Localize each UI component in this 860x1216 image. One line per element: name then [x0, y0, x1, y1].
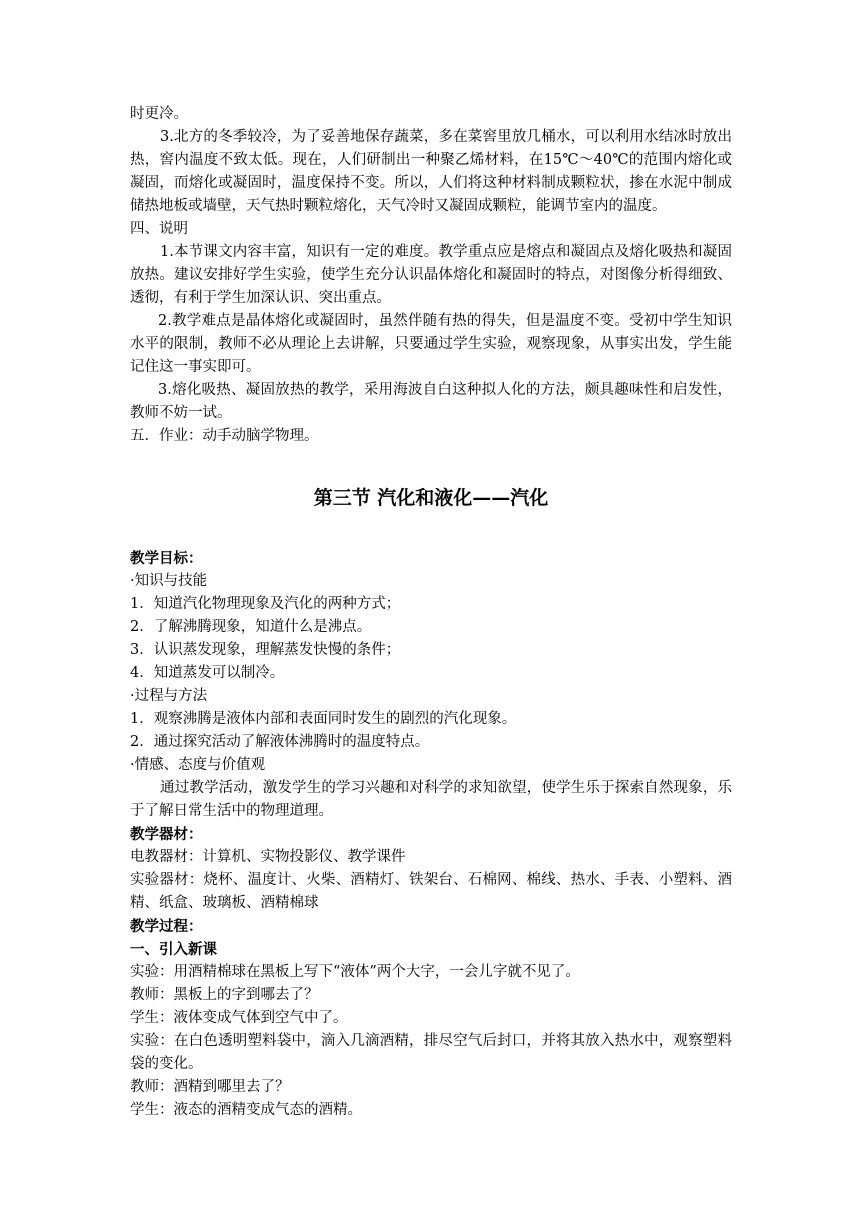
equipment-heading: 教学器材： [130, 826, 203, 843]
goal-item: 4．知道蒸发可以制冷。 [130, 665, 285, 681]
process-heading: 教学过程： [130, 918, 203, 935]
note-item-2: 2.教学难点是晶体熔化或凝固时，虽然伴随有热的得失，但是温度不变。受初中学生知识水平的限制，教师不必从理论上去讲解，只要通过学生实验，观察现象，从事实出发，学生能记住这一事实即可。 [130, 313, 732, 375]
heading-explanation: 四、说明 [130, 221, 188, 237]
paragraph-item-3: 3.北方的冬季较冷，为了妥善地保存蔬菜，多在菜窖里放几桶水，可以利用水结冰时放出热，窖内温度不致太低。现在，人们研制出一种聚乙烯材料，在15℃～40℃的范围内熔化或凝固，而熔化或凝固时，温度保持不变。所以，人们将这种材料制成颗粒状，掺在水泥中制成储热地板或墙壁，天气热时颗粒熔化，天气冷时又凝固成颗粒，能调节室内的温度。 [130, 129, 732, 214]
heading-homework: 五．作业：动手动脑学物理。 [130, 428, 319, 444]
goal-item: 2．通过探究活动了解液体沸腾时的温度特点。 [130, 734, 430, 750]
goal-group-knowledge: ·知识与技能 [130, 573, 208, 589]
document-page [130, 103, 732, 1122]
goal-group-process: ·过程与方法 [130, 688, 208, 704]
goal-attitude-text: 通过教学活动，激发学生的学习兴趣和对科学的求知欲望，使学生乐于探索自然现象，乐于了解日常生活中的物理道理。 [130, 780, 732, 819]
equipment-av: 电教器材：计算机、实物投影仪、教学课件 [130, 849, 406, 865]
goal-item: 3．认识蒸发现象，理解蒸发快慢的条件； [130, 642, 401, 658]
goals-heading: 教学目标： [130, 550, 203, 567]
equipment-lab: 实验器材：烧杯、温度计、火柴、酒精灯、铁架台、石棉网、棉线、热水、手表、小塑料、酒精、纸盒、玻璃板、酒精棉球 [130, 872, 732, 911]
note-item-3: 3.熔化吸热、凝固放热的教学，采用海波自白这种拟人化的方法，颇具趣味性和启发性，教师不妨一试。 [130, 382, 732, 421]
note-item-1: 1.本节课文内容丰富，知识有一定的难度。教学重点应是熔点和凝固点及熔化吸热和凝固放热。建议安排好学生实验，使学生充分认识晶体熔化和凝固时的特点，对图像分析得细致、透彻，有利于学生加深认识、突出重点。 [130, 244, 732, 306]
dialogue-line: 教师：酒精到哪里去了？ [130, 1079, 290, 1095]
goal-group-attitude: ·情感、态度与价值观 [130, 757, 266, 773]
dialogue-line: 教师：黑板上的字到哪去了？ [130, 987, 319, 1003]
goal-item: 2．了解沸腾现象，知道什么是沸点。 [130, 619, 372, 635]
goal-item: 1．观察沸腾是液体内部和表面同时发生的剧烈的汽化现象。 [130, 711, 517, 727]
dialogue-line: 实验：在白色透明塑料袋中，滴入几滴酒精，排尽空气后封口，并将其放入热水中，观察塑料袋的变化。 [130, 1033, 732, 1072]
dialogue-line: 实验：用酒精棉球在黑板上写下“液体”两个大字，一会儿字就不见了。 [130, 964, 580, 980]
step-heading-intro: 一、引入新课 [130, 941, 217, 958]
goal-item: 1．知道汽化物理现象及汽化的两种方式； [130, 596, 401, 612]
paragraph-continuation: 时更冷。 [130, 106, 188, 122]
dialogue-line: 学生：液体变成气体到空气中了。 [130, 1010, 348, 1026]
section-title: 第三节 汽化和液化——汽化 [313, 487, 549, 509]
dialogue-line: 学生：液态的酒精变成气态的酒精。 [130, 1102, 362, 1118]
